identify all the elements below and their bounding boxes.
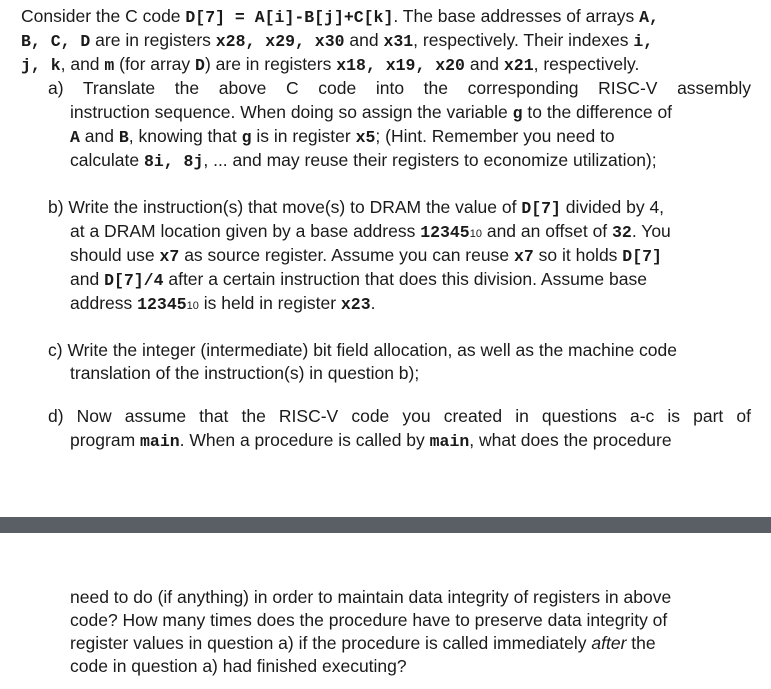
subscript-base: 10 <box>186 300 199 312</box>
code-arrays: B, C, D <box>21 32 91 51</box>
page-divider <box>0 517 771 533</box>
code-d7: D[7] <box>521 199 561 218</box>
text: . The base addresses of arrays <box>393 6 640 26</box>
intro-line-1 <box>21 5 749 29</box>
code-registers: x18, x19, x20 <box>336 56 465 75</box>
question-c-line-1: c) Write the integer (intermediate) bit field allocation, as well as the machine code <box>48 340 678 360</box>
code-address: 12345 <box>420 223 470 242</box>
code-eq: = <box>225 8 255 27</box>
text: , respectively. Their indexes <box>413 30 634 50</box>
code-x23: x23 <box>340 295 371 314</box>
text: ) are in registers <box>204 54 337 74</box>
text: , respectively. <box>533 54 640 74</box>
code-register: x21 <box>503 56 534 75</box>
code-index-i: i, <box>633 32 654 51</box>
code-g: g <box>241 128 252 147</box>
code-d7-div4: D[7]/4 <box>104 271 164 290</box>
code-x7: x7 <box>513 247 534 266</box>
question-d-line-1: d) Now assume that the RISC-V code you created in questions a-c is part of <box>48 406 751 426</box>
continuation-line-4: code in question a) had finished executing? <box>70 656 407 676</box>
code-d7: D[7] <box>622 247 662 266</box>
question-a-line-4: calculate 8i, 8j, ... and may reuse their registers to economize utilization); <box>70 150 657 171</box>
code-main: main <box>429 432 470 451</box>
question-b-line-2: at a DRAM location given by a base address 1234510 and an offset of 32. You <box>70 221 671 242</box>
code-registers: x28, x29, x30 <box>215 32 345 51</box>
code-main: main <box>140 432 180 451</box>
code-b: B <box>118 128 129 147</box>
question-a-line-2: instruction sequence. When doing so assign the variable g to the difference of <box>70 102 673 123</box>
code-offset: 32 <box>612 223 632 242</box>
code-a: A <box>70 128 80 147</box>
question-b-line-3: should use x7 as source register. Assume you can reuse x7 so it holds D[7] <box>70 245 662 266</box>
code-x5: x5 <box>355 128 376 147</box>
code-g: g <box>512 104 523 123</box>
emphasis-after: after <box>591 633 627 653</box>
intro-line-2 <box>21 29 653 53</box>
question-b-line-4: and D[7]/4 after a certain instruction that does this division. Assume base <box>70 269 647 290</box>
intro-line-3 <box>21 53 639 77</box>
code-address: 12345 <box>137 295 187 314</box>
code-register: x31 <box>383 32 414 51</box>
text: , and <box>60 54 105 74</box>
text: and <box>464 54 504 74</box>
code-m: m <box>104 56 115 75</box>
question-b-line-5: address 1234510 is held in register x23. <box>70 293 376 314</box>
text: (for array <box>114 54 196 74</box>
code-expression: A[i]-B[j]+C[k] <box>254 8 394 27</box>
code-offsets: 8i, 8j <box>143 152 204 171</box>
question-c-line-2: translation of the instruction(s) in question b); <box>70 363 420 383</box>
question-a-line-1: a) Translate the above C code into the corresponding RISC-V assembly <box>48 78 751 98</box>
continuation-line-1: need to do (if anything) in order to maintain data integrity of registers in above <box>70 587 672 607</box>
continuation-line-3: register values in question a) if the procedure is called immediately after the <box>70 633 656 653</box>
text: are in registers <box>90 30 216 50</box>
code-indexes: j, k <box>21 56 61 75</box>
question-b-line-1: b) Write the instruction(s) that move(s) to DRAM the value of D[7] divided by 4, <box>48 197 665 218</box>
text: Consider the C code <box>21 6 186 26</box>
code-d7: D[7] <box>185 8 226 27</box>
question-d-line-2: program main. When a procedure is called by main, what does the procedure <box>70 430 672 451</box>
code-x7: x7 <box>159 247 180 266</box>
continuation-line-2: code? How many times does the procedure have to preserve data integrity of <box>70 610 668 630</box>
question-a-line-3: A and B, knowing that g is in register x5; (Hint. Remember you need to <box>70 126 615 147</box>
code-array-a: A, <box>639 8 659 27</box>
code-d: D <box>195 56 205 75</box>
subscript-base: 10 <box>469 228 482 240</box>
text: and <box>344 30 384 50</box>
